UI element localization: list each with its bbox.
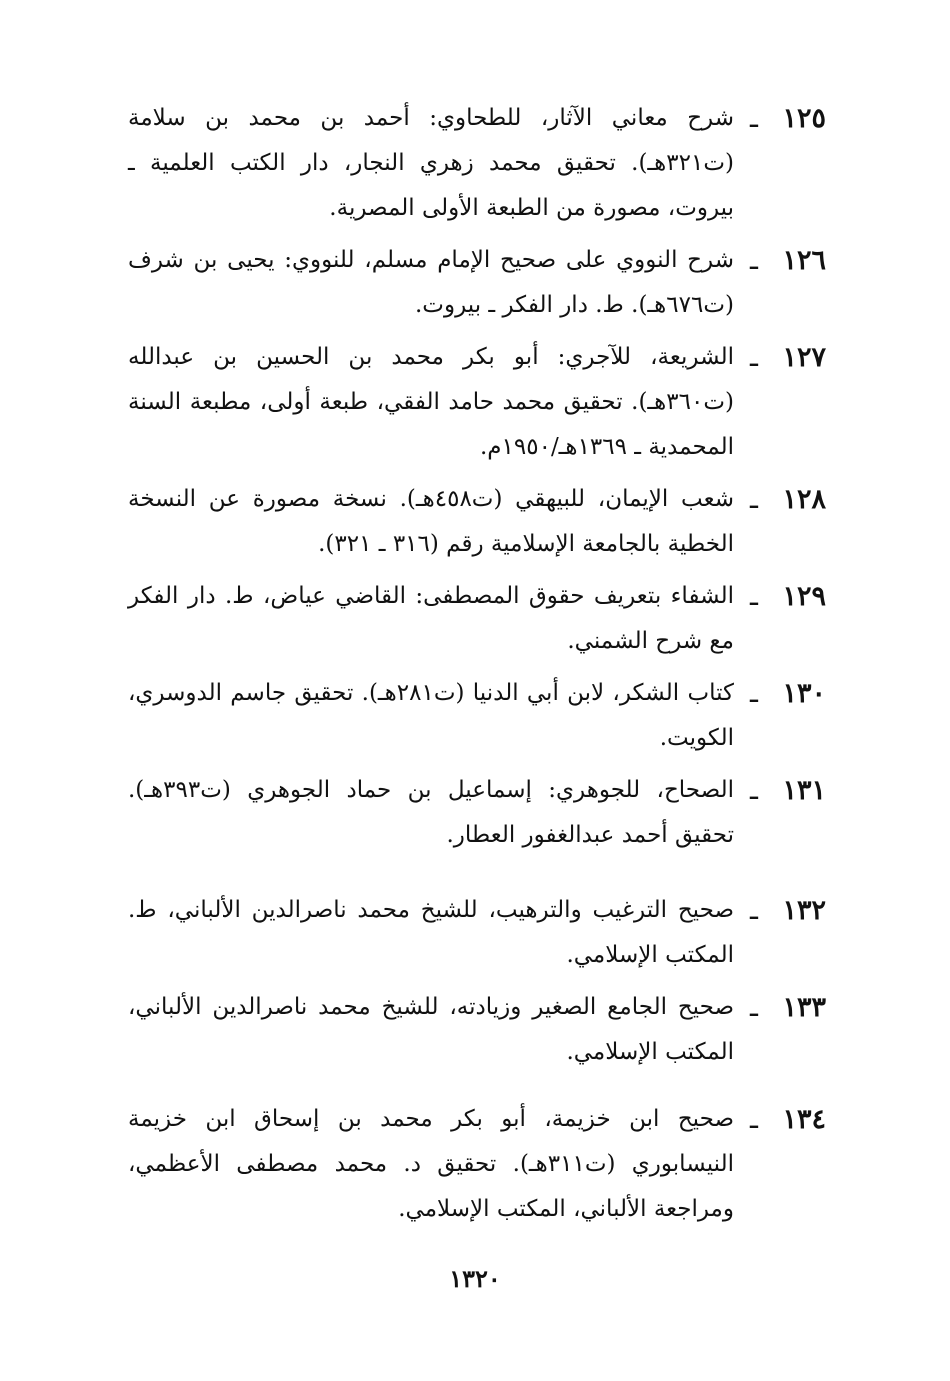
entry-text: شرح النووي على صحيح الإمام مسلم، للنووي: يحيى بن شرف (ت٦٧٦هـ). ط. دار الفكر ـ بيروت. [128,247,734,318]
bibliography-entry-128 [128,477,826,574]
entry-text: كتاب الشكر، لابن أبي الدنيا (ت٢٨١هـ). تحقيق جاسم الدوسري، الكويت. [128,680,735,751]
entry-dash: ـ [750,581,758,612]
entry-text: الشريعة، للآجري: أبو بكر محمد بن الحسين بن عبدالله (ت٣٦٠هـ). تحقيق محمد حامد الفقي، طبعة أولى، مطبعة السنة المحمدية ـ ١٣٦٩هـ/١٩٥٠م. [128,344,734,460]
entry-number: ١٢٩ [782,581,826,612]
entry-dash: ـ [750,678,758,709]
bibliography-entry-131 [128,768,826,888]
bibliography-entry-129 [128,574,826,671]
bibliography-entry-127 [128,335,826,477]
entry-number: ١٢٦ [782,245,826,276]
entry-number: ١٣١ [782,775,826,806]
entry-text: شعب الإيمان، للبيهقي (ت٤٥٨هـ). نسخة مصورة عن النسخة الخطية بالجامعة الإسلامية رقم (٣١٦ ـ ٣٢١). [128,486,734,557]
bibliography-entry-133 [128,985,826,1097]
entry-number: ١٢٥ [782,103,826,134]
entry-dash: ـ [750,895,758,926]
entry-text: صحيح ابن خزيمة، أبو بكر محمد بن إسحاق ابن خزيمة النيسابوري (ت٣١١هـ). تحقيق د. محمد مصطفى الأعظمي، ومراجعة الألباني، المكتب الإسلامي. [128,1106,734,1222]
bibliography-entry-125 [128,96,826,238]
entry-text: الشفاء بتعريف حقوق المصطفى: القاضي عياض، ط. دار الفكر مع شرح الشمني. [128,583,734,654]
entry-dash: ـ [750,245,758,276]
bibliography-entry-132 [128,888,826,985]
entry-text: صحيح الجامع الصغير وزيادته، للشيخ محمد ناصرالدين الألباني، المكتب الإسلامي. [128,994,734,1065]
bibliography-list [128,96,826,1237]
bibliography-entry-126 [128,238,826,335]
entry-number: ١٣٢ [782,895,826,926]
entry-text: صحيح الترغيب والترهيب، للشيخ محمد ناصرالدين الألباني، ط. المكتب الإسلامي. [128,897,734,968]
entry-dash: ـ [750,484,758,515]
entry-text: الصحاح، للجوهري: إسماعيل بن حماد الجوهري (ت٣٩٣هـ). تحقيق أحمد عبدالغفور العطار. [128,777,734,848]
entry-dash: ـ [750,775,758,806]
bibliography-entry-130 [128,671,826,768]
entry-number: ١٣٠ [782,678,826,709]
entry-dash: ـ [750,1104,758,1135]
entry-number: ١٢٨ [782,484,826,515]
entry-dash: ـ [750,992,758,1023]
entry-number: ١٢٧ [782,342,826,373]
entry-text: شرح معاني الآثار، للطحاوي: أحمد بن محمد بن سلامة (ت٣٢١هـ). تحقيق محمد زهري النجار، دار الكتب العلمية ـ بيروت، مصورة من الطبعة الأولى المصرية. [128,105,734,221]
entry-dash: ـ [750,103,758,134]
entry-number: ١٣٣ [782,992,826,1023]
entry-number: ١٣٤ [782,1104,826,1135]
entry-dash: ـ [750,342,758,373]
bibliography-entry-134 [128,1097,826,1237]
page-number: ١٣٢٠ [449,1264,501,1293]
